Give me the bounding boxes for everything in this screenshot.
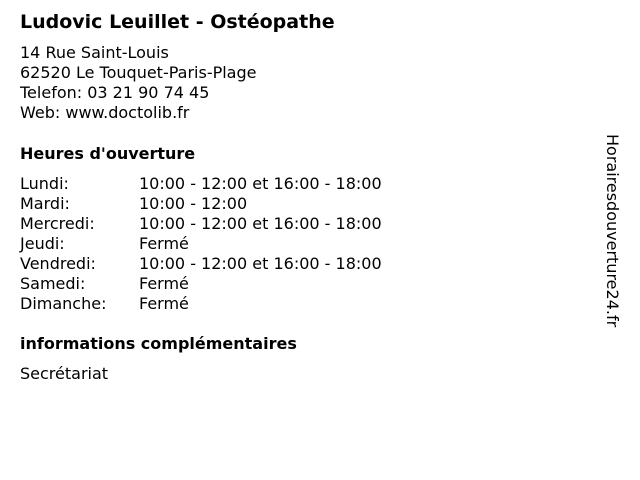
hours-row-thursday (20, 234, 382, 254)
day-label: Lundi: (20, 174, 69, 193)
time-value: Fermé (139, 274, 189, 293)
contact-info (20, 43, 256, 123)
day-label: Mardi: (20, 194, 70, 213)
hours-row-friday (20, 254, 382, 274)
address-line-street: 14 Rue Saint-Louis (20, 43, 169, 62)
day-label: Samedi: (20, 274, 86, 293)
web-line: Web: www.doctolib.fr (20, 103, 190, 122)
time-value: Fermé (139, 234, 189, 253)
phone-line: Telefon: 03 21 90 74 45 (20, 83, 210, 102)
time-value: 10:00 - 12:00 et 16:00 - 18:00 (139, 174, 382, 193)
additional-info-heading: informations complémentaires (20, 334, 297, 353)
hours-row-monday (20, 174, 382, 194)
opening-hours-heading: Heures d'ouverture (20, 144, 196, 163)
hours-row-tuesday (20, 194, 382, 214)
time-value: Fermé (139, 294, 189, 313)
hours-row-wednesday (20, 214, 382, 234)
opening-hours-table (20, 174, 382, 314)
time-value: 10:00 - 12:00 et 16:00 - 18:00 (139, 254, 382, 273)
time-value: 10:00 - 12:00 (139, 194, 248, 213)
page-title: Ludovic Leuillet - Ostéopathe (20, 11, 335, 33)
day-label: Dimanche: (20, 294, 107, 313)
address-line-city: 62520 Le Touquet-Paris-Plage (20, 63, 257, 82)
day-label: Jeudi: (20, 234, 65, 253)
day-label: Vendredi: (20, 254, 96, 273)
day-label: Mercredi: (20, 214, 95, 233)
hours-row-sunday (20, 294, 382, 314)
site-watermark: Horairesdouverture24.fr (603, 134, 622, 328)
time-value: 10:00 - 12:00 et 16:00 - 18:00 (139, 214, 382, 233)
additional-info-text: Secrétariat (20, 364, 109, 383)
hours-row-saturday (20, 274, 382, 294)
